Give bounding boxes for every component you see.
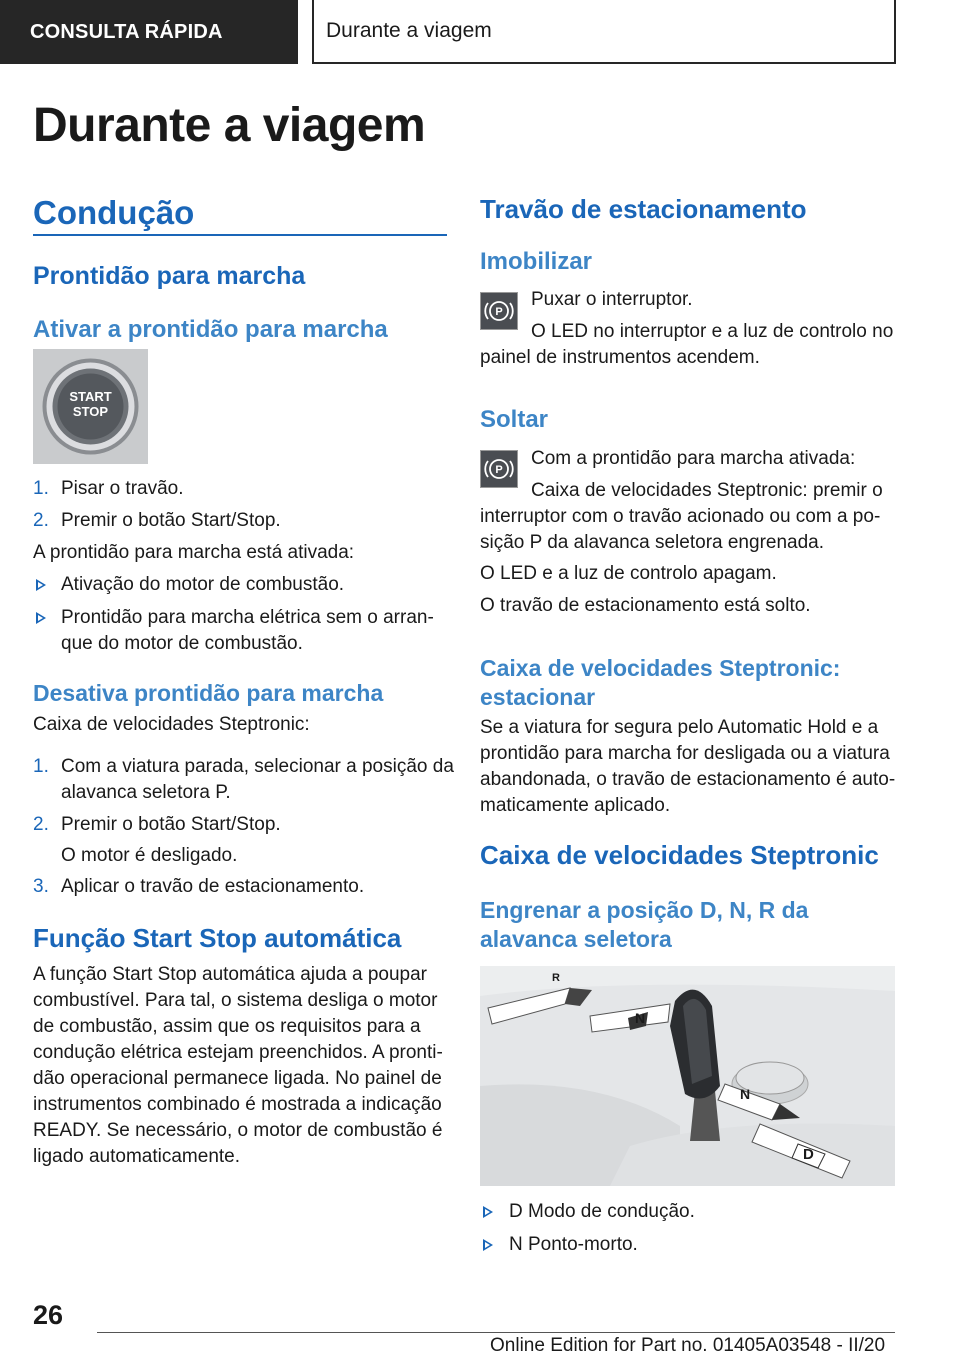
heading-travao: Travão de estacionamento <box>480 194 807 224</box>
paragraph: Caixa de velocidades Steptronic: premir o <box>531 480 883 501</box>
heading-prontidao: Prontidão para marcha <box>33 262 306 290</box>
text-line: Se a viatura for segura pelo Automatic Hold e a <box>480 717 879 738</box>
bullet-text: D Modo de condução. <box>509 1201 695 1222</box>
bullet-triangle-icon <box>483 1239 493 1251</box>
bullet-triangle-icon <box>36 579 46 591</box>
paragraph: Com a prontidão para marcha ativada: <box>531 448 856 469</box>
gear-label: N <box>740 1086 751 1102</box>
step-text: Premir o botão Start/Stop. <box>61 510 281 531</box>
step-text: Com a viatura parada, selecionar a posição da <box>61 756 454 777</box>
step-number: 1. <box>33 756 49 777</box>
step-text: Premir o botão Start/Stop. <box>61 814 281 835</box>
paragraph: painel de instrumentos acendem. <box>480 347 760 368</box>
gear-label: N <box>635 1010 646 1026</box>
paragraph: O LED no interruptor e a luz de controlo no <box>531 321 894 342</box>
text-line: prontidão para marcha for desligada ou a viatura <box>480 743 890 764</box>
paragraph: O LED e a luz de controlo apagam. <box>480 563 777 584</box>
paragraph: A prontidão para marcha está ativada: <box>33 542 355 563</box>
heading-conducao: Condução <box>33 194 195 231</box>
text-line: maticamente aplicado. <box>480 795 671 816</box>
heading-line: alavanca seletora <box>480 926 672 952</box>
text-line: dão operacional permanece ligada. No painel de <box>33 1068 442 1089</box>
paragraph: O travão de estacionamento está solto. <box>480 595 811 616</box>
heading-engrenar <box>480 896 808 954</box>
bullet-text: Ativação do motor de combustão. <box>61 574 345 595</box>
heading-caixa-steptronic: Caixa de velocidades Steptronic <box>480 840 879 870</box>
heading-desativa: Desativa prontidão para marcha <box>33 680 384 706</box>
heading-caixa-estacionar <box>480 654 840 712</box>
paragraph: Puxar o interruptor. <box>531 289 693 310</box>
text-line: combustível. Para tal, o sistema desliga o motor <box>33 990 438 1011</box>
paragraph: interruptor com o travão acionado ou com a po- <box>480 506 881 527</box>
step-number: 1. <box>33 478 49 499</box>
step-number: 2. <box>33 814 49 835</box>
text-line: instrumentos combinado é mostrada a indicação <box>33 1094 442 1115</box>
text-line: de combustão, assim que os requisitos para a <box>33 1016 421 1037</box>
heading-line: Caixa de velocidades Steptronic: <box>480 655 841 681</box>
bullet-triangle-icon <box>483 1206 493 1218</box>
svg-text:P: P <box>495 464 503 476</box>
step-text: Aplicar o travão de estacionamento. <box>61 876 365 897</box>
paragraph: Caixa de velocidades Steptronic: <box>33 714 310 735</box>
heading-line: estacionar <box>480 684 596 710</box>
heading-funcao: Função Start Stop automática <box>33 923 402 953</box>
bullet-text: que do motor de combustão. <box>61 633 303 654</box>
footer-edition: Online Edition for Part no. 01405A03548 - II/20 <box>490 1335 886 1356</box>
step-text: O motor é desligado. <box>61 845 238 866</box>
paragraph-funcao <box>33 962 453 1170</box>
page-number: 26 <box>33 1300 64 1330</box>
gear-label: R <box>552 972 560 984</box>
bullet-triangle-icon <box>36 612 46 624</box>
heading-line: Engrenar a posição D, N, R da <box>480 897 809 923</box>
heading-rule <box>33 234 447 236</box>
page-title: Durante a viagem <box>33 99 426 152</box>
step-text: Pisar o travão. <box>61 478 184 499</box>
text-line: READY. Se necessário, o motor de combustão é <box>33 1120 443 1141</box>
footer-rule <box>97 1332 895 1333</box>
text-line: abandonada, o travão de estacionamento é auto- <box>480 769 896 790</box>
bullet-text: N Ponto-morto. <box>509 1234 638 1255</box>
step-number: 3. <box>33 876 49 897</box>
bullet-text: Prontidão para marcha elétrica sem o arran- <box>61 607 434 628</box>
parking-brake-icon <box>480 292 518 330</box>
start-stop-button-image <box>33 349 148 464</box>
heading-ativar: Ativar a prontidão para marcha <box>33 316 388 343</box>
parking-brake-icon <box>480 450 518 488</box>
chapter-tab: Durante a viagem <box>312 0 896 64</box>
step-text: alavanca seletora P. <box>61 782 231 803</box>
heading-soltar: Soltar <box>480 406 549 433</box>
svg-text:P: P <box>495 306 503 318</box>
paragraph: sição P da alavanca seletora engrenada. <box>480 532 825 553</box>
start-label: START <box>69 389 112 404</box>
step-number: 2. <box>33 510 49 531</box>
gear-selector-image <box>480 966 895 1186</box>
text-line: condução elétrica estejam preenchidos. A pronti- <box>33 1042 443 1063</box>
text-line: A função Start Stop automática ajuda a poupar <box>33 964 427 985</box>
gear-label: D <box>803 1146 814 1163</box>
stop-label: STOP <box>72 404 109 419</box>
heading-imobilizar: Imobilizar <box>480 248 593 275</box>
paragraph-estacionar <box>480 715 900 819</box>
text-line: ligado automaticamente. <box>33 1146 241 1167</box>
section-tab: CONSULTA RÁPIDA <box>0 0 298 64</box>
